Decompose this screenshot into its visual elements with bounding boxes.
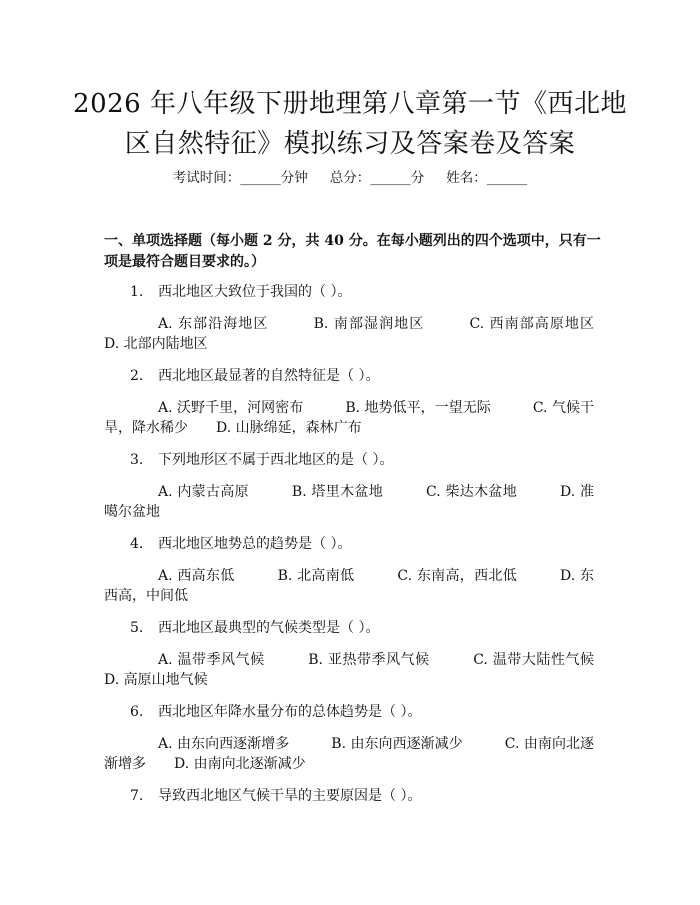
question-stem: 导致西北地区气候干旱的主要原因是（ ）。 — [158, 788, 422, 804]
question-stem: 西北地区最典型的气候类型是（ ）。 — [158, 620, 380, 636]
question-stem: 西北地区最显著的自然特征是（ ）。 — [158, 368, 380, 384]
exam-score: 总分：______分 — [329, 170, 425, 186]
question-3 — [130, 450, 610, 470]
question-number: 3. — [130, 452, 144, 468]
question-number: 6. — [130, 704, 144, 720]
question-2-options: A. 沃野千里，河网密布 B. 地势低平，一望无际 C. 气候干旱，降水稀少 D. 山脉绵延，森林广布 — [104, 400, 594, 436]
question-2 — [130, 366, 610, 386]
question-5-options: A. 温带季风气候 B. 亚热带季风气候 C. 温带大陆性气候 D. 高原山地气候 — [104, 652, 636, 688]
question-stem: 下列地形区不属于西北地区的是（ ）。 — [158, 452, 394, 468]
exam-time: 考试时间：______分钟 — [172, 170, 308, 186]
question-number: 7. — [130, 788, 144, 804]
question-4-options: A. 西高东低 B. 北高南低 C. 东南高，西北低 D. 东西高，中间低 — [104, 568, 594, 604]
question-6-options: A. 由东向西逐渐增多 B. 由东向西逐渐减少 C. 由南向北逐渐增多 D. 由南向北逐渐减少 — [104, 736, 594, 772]
question-stem: 西北地区地势总的趋势是（ ）。 — [158, 536, 352, 552]
question-7 — [130, 786, 610, 806]
exam-info — [0, 169, 700, 187]
question-1-options: A. 东部沿海地区 B. 南部湿润地区 C. 西南部高原地区 D. 北部内陆地区 — [104, 316, 636, 352]
question-5 — [130, 618, 610, 638]
question-6 — [130, 702, 610, 722]
question-3-options: A. 内蒙古高原 B. 塔里木盆地 C. 柴达木盆地 D. 准噶尔盆地 — [104, 484, 594, 520]
question-number: 5. — [130, 620, 144, 636]
question-number: 2. — [130, 368, 144, 384]
question-1 — [130, 282, 610, 302]
question-number: 1. — [130, 284, 144, 300]
question-stem: 西北地区年降水量分布的总体趋势是（ ）。 — [158, 704, 422, 720]
question-number: 4. — [130, 536, 144, 552]
question-stem: 西北地区大致位于我国的（ ）。 — [158, 284, 352, 300]
document-title: 2026 年八年级下册地理第八章第一节《西北地区自然特征》模拟练习及答案卷及答案 — [73, 89, 627, 159]
question-4 — [130, 534, 610, 554]
exam-name: 姓名：______ — [446, 170, 528, 186]
section-heading: 一、单项选择题（每小题 2 分，共 40 分。在每小题列出的四个选项中，只有一项是最符合题目要求的。） — [104, 233, 601, 270]
